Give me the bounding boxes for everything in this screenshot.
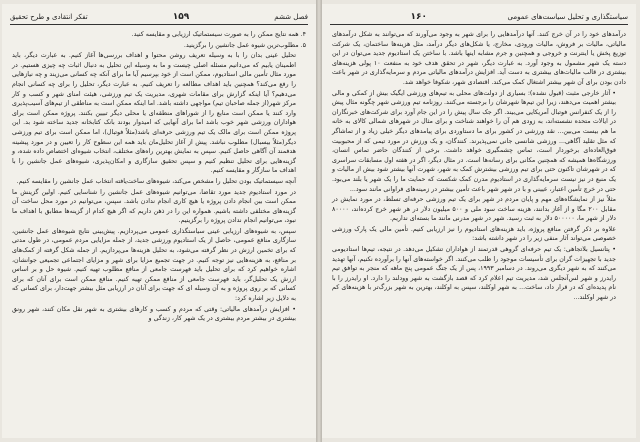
right-page-header [330,10,628,25]
left-page-body [12,30,306,432]
book-title: سیاستگذاری و تحلیل سیاست‌های عمومی [507,13,628,21]
paragraph: در مورد استادیوم جدید مورد تقاضا، می‌توانیم شیوه‌های عمل جانشین را شناسایی کنیم. اولین گزینش ما ممکن است بین انجام دادن پروژه یا هیچ کاری انجام ندادن باشد. سپس، می‌توانیم در مورد محل ساخت آن گزینه‌های مختلفی داشته باشیم. همواره این را در ذهن داریم که اگر هیچ کدام از گزینه‌ها مطابق با اهداف ما نبود، می‌توانیم انجام ندادن پروژه را برگزینیم. [12,188,296,225]
chapter-title: فصل ششم [274,13,308,21]
paragraph: آنچه سیستماتیک بودن تحلیل را مشخص می‌کند، شیوه‌های ساخت‌یافته انتخاب عمل جانشین را مقایسه کنیم. [16,177,296,185]
numbered-item: ۵. مطلوب‌ترین شیوه عمل جانشین را برگزینید. [183,41,306,49]
paragraph: درآمدهای خود را در آن خرج کنند. آنها درآمدهایی را برای شهر به وجود می‌آورند که می‌توانند به شکل درآمدهای مالیاتی، مالیات بر فروش، مالیات ورودی، مخارج، یا شکل‌های دیگر درآمد، مثل هزینه‌ها ساختمان، یک شرکت توزیع پخش یا اینترنت و خروجی و همچنین و جرم مشابه اینها باشد. با ساختن یک استادیوم جدید می‌توان در این دسته یک شهر مشمول به وجود آورد. به عبارت دیگر، شهر در تحقق هدف خود به منفعت ۱۰ پولی هزینه‌های بیشتری در قالب مالیات‌های بیشتری به دست آید. افزایش درآمدهای مالیاتی مردم و سرمایه‌گذاری در شهر باعث دادن بودن برای آن شهر بیشتر اشتغال کمک می‌کند. اقتصادی شهر، شکوفا خواهد شد. [332,31,626,86]
paragraph: علاوه بر ذکر گرفتن منافع پروژه، باید هزینه‌های استادیوم را نیز ارزیابی کنیم. تأمین مالی یک پارک ورزشی خصوصی می‌تواند آثار منفی زیر را در شهر داشته باشد: [332,225,616,243]
left-page [2,4,316,438]
book-title: تفکر انتقادی و طرح تحقیق [10,13,88,21]
numbered-item: ۴. همه نتایج ممکن را به صورت سیستماتیک ارزیابی و مقایسه کنید. [131,31,306,38]
right-page [322,4,636,438]
bullet-paragraph: • آثار خارجی مثبت (قبول نشده): بسیاری از دولت‌های محلی به تیم‌های ورزشی ایگیک بیش از کمکی و مالی بیشتر اهمیت می‌دهند، زیرا این تیم‌ها شهرشان را برجسته می‌کنند. روزنامه تیم ورزشی شهر چگونه مثال پیش را از یک کنفرانس فوتبال آمریکایی می‌بیند. اگر جک سال پیش را در این جام آورد برای شرکت‌های خبرنگاران در ایالات متحده نشسته‌اند، به زودی هم آن را خواهند شناخت و برای مثال در شهرهای شمالی کالای به خانه ما هم بیست می‌بین... نقد ورزشی در کشور برای ما دستاوردی برای پیامدهای دیگر خیلی زیاد و از تماشاگر که مثل تقلید آگاهی... ورزشی شانسی جانی نمی‌پذیرند. کنندگان، و یک ورزش در مورد تیمی که از محبوبیت فوق‌العاده‌ای برخوردار است، تماس چشمگیری خواهد داشت. برخی از کنندگان حاضر تماس انسان، ورزشگاه‌ها همیشه که همچنین مکانی برای رسانه‌ها است. در مثال دیگر، اگر در هفته اول مسابقات سراسری که در شهرشان تاکنون حتی برای تیم ورزشی بیشترش کمک به شهر، شهرت آنها بیشتر شود بیش از مالیات و یک منبع در نیز نیست سرمایه‌گذاری در استادیوم مدرن کمک شکست که حمایت ما را یک شهر یا بلند می‌بود. حتی در خرچ تأمین اعتبار، عیینی و با در شهر شهر باعث تأمین بیشتر در زمینه‌های فراوانی مانند سود... [332,89,616,193]
bullet-paragraph: • افزایش درآمدهای مالیاتی: وقتی که مردم و کسب و کارهای بیشتری به شهر نقل مکان کنند، شهر رونق بیشتری در بیشتر مردم بیشتری در یک شهر کار، زندگی و [12,305,296,323]
paragraph: تحلیل عینی‌ بدان را با به وسیله تعریف روشن محتوا و اهداف بررسی‌ها آغاز کنیم. به عبارت دیگر، باید اطمینان یابیم که می‌دانیم مسئله اصلی چیست و ما به وسیله این تحلیل به دنبال اثبات چه چیزی هستیم. در مورد مثال تأمین مالی استادیوم، ممکن است از خود بپرسیم آیا ما برای آنکه چه کسانی می‌زیند و چه نیازهایی را رفع می‌کند؟ همچنین باید اهداف مطالعه را تعریف کنیم. به عبارت دیگر، تحلیل را برای چه کسانی انجام می‌دهیم؟ آیا اینکه گزارش برای مقامات شهری، مدیریت یک تیم ورزشی، هیئت امنای شهر و کسب و کار مرکز شهر(از جمله صاحبان تیم) مواجهی داشته باشد. اما اینکه ممکن است به مناطقی از تیم‌های آسیب‌پذیری وارد کنند یا ممکن است منابع را از شوراهای منطقه‌ای یا محلی دیگر تبیین بکنند. پروژه ممکن است برای هواداران ورزشی شهر خوب باشد اما برای آنهایی که امیدوار بودند بانک کتابخانه جدید ساخته شود بد. این پروژه ممکن است برای مالک یک تیم ورزشی حرفه‌ای باشد(مثلاً فوتبال)، اما ممکن است برای تیم ورزشی دیگر(مثلاً بیسبال) مطلوب نباشد. پیش از آغاز تحلیل‌مان باید همه این سطوح کار را تعیین و در مورد پیشینه هدفمند آن آگاهی حاصل کنیم. سپس به نمایش بهترین راه‌های مختلف، انتخاب شیوه‌ای اختصاص داده شده، و گزینه‌هایی برای تحلیل تنظیم کنیم و سپس تحقیق سازگاری و امکان‌پذیری، شیوه‌های عمل جانشین را با اهداف ما سازگار و مقایسه کنیم. [12,52,296,175]
page-number: ۱۵۹ [172,12,190,22]
paragraph: سپس، به شیوه‌های ارزیابی عینی سیاستگذاری عمومی می‌پردازیم. پیش‌بینی نتایج شیوه‌های عمل جانشین، سازگاری منافع عمومی، حاصل از یک استادیوم ورزشی جدید، از جمله مزایایی مردم عمومی، در طول مدتی که برای تخمین ارزش در نظر گرفته می‌شود، به تحلیل هزینه‌ها می‌پردازیم. از جمله شکل گرفته از کمک‌های بر منافع، به هزینه‌هایی نیز توجه کنیم. در جهت تجمیع مزایا برای شهر و مزایای اجتماعی تجمیعی جوانشان، اشاره خواهیم کرد که برای تحلیل باید فهرست جامعی از منافع مطلوب تهیه کنیم. شیوه حل و بر اساس ارزش یک تحلیل‌گر، باید فهرست جامعی از منافع ممکن تهیه کنیم. منافع ممکن است برای آنان که برای کسانی که بر روی پروژه و به آن وسیله ای که جهت برای آنان در ارزیابی مثل بیشتر جهت‌دار، برای کسانی که به دلایل زیر اشاره کرد: [12,227,296,303]
left-page-header [10,10,308,25]
page-number: ۱۶۰ [410,12,427,22]
paragraph: مثلاً نیز از نمایشگاه‌های مهم و پایان مردم در شهر برای یک تیم ورزشی حرفه‌ای تسلط، در مورد نمایش در مقابل ۲۰۰ مگا و از آغاز بدانند، هزینه ساخت سود ملی و ۵۰۰ میلیون دلار در هر شهر خرج کرده‌اند، ۸۰۰۰۰ دلار از شهر ما، ۵۰۰۰۰۰ دلار به ثبت رسید. شهر در شهر مدرنی مانند ما بسته‌ای نداریم. [332,196,617,223]
bullet-paragraph: • پتانسیل بلاتجاهی: یک تیم حرفه‌ای گروهی قدرتمند از هواداران تشکیل می‌دهد. در نتیجه، تیم‌ها استادیومی جدید با تجهیزات گران برای تأسیسات موجود را طلب می‌کنند. اگر خواسته‌های آنها را برآورده نکنیم، آنها تهدید می‌کنند که به شهر دیگری می‌روند. در دسامبر ۱۹۹۳، پس از یک جنگ عمومی پنج ماهه که منجر به توافق تیم رایدرز و شهر لس‌آنجلس شد، مدیریت تیم اعلام کرد که قصد بازگشت به شهر وودلند را دارد. او رایدرز را با نام پدیده‌ای که در قرار داد، ساخت... به شهر اوکلند، سپس به اوکلند، بهترین به شهر بزرگ‌تر با هزینه‌های کم در شهر اوکلند... [332,246,616,302]
right-page-body [332,30,626,432]
